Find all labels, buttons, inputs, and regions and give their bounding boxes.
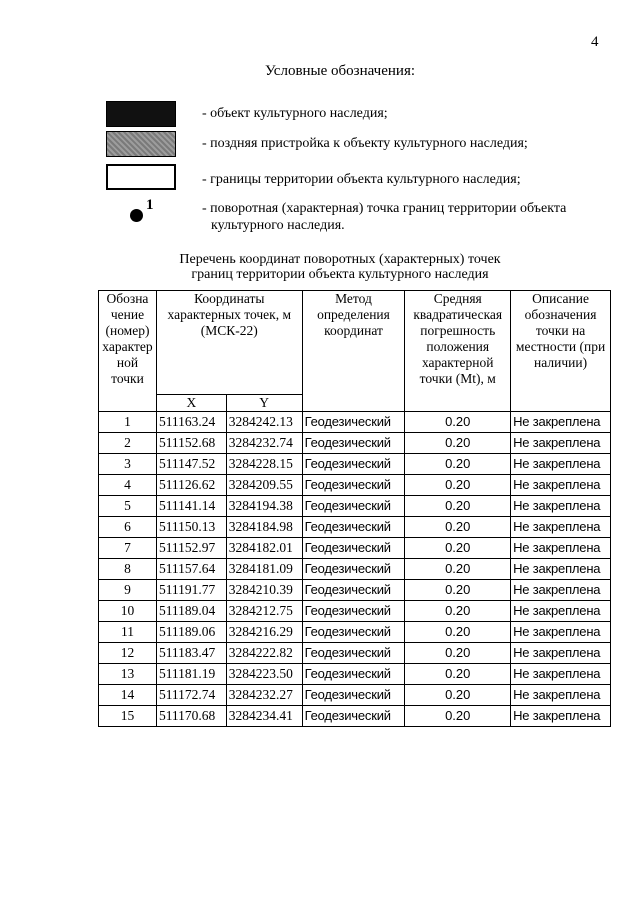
- cell-x: 511152.97: [156, 538, 226, 559]
- cell-accuracy: 0.20: [405, 475, 511, 496]
- header-method: Метод определения координат: [302, 291, 405, 412]
- table-row: [99, 622, 611, 643]
- cell-y: 3284181.09: [226, 559, 302, 580]
- cell-method: Геодезический: [302, 496, 405, 517]
- cell-point-number: 14: [99, 685, 157, 706]
- cell-point-number: 15: [99, 706, 157, 727]
- legend-item-text: - поздняя пристройка к объекту культурного наследия;: [202, 136, 528, 151]
- table-row: [99, 601, 611, 622]
- cell-x: 511170.68: [156, 706, 226, 727]
- cell-method: Геодезический: [302, 643, 405, 664]
- point-marker-label: 1: [146, 197, 154, 213]
- cell-accuracy: 0.20: [405, 433, 511, 454]
- cell-x: 511157.64: [156, 559, 226, 580]
- cell-point-number: 13: [99, 664, 157, 685]
- legend-item-text: - объект культурного наследия;: [202, 106, 388, 121]
- cell-x: 511126.62: [156, 475, 226, 496]
- table-row: [99, 412, 611, 433]
- table-row: [99, 664, 611, 685]
- header-description: Описание обозначения точки на местности (при наличии): [511, 291, 611, 412]
- outline-swatch-icon: [106, 164, 176, 190]
- cell-description: Не закреплена: [511, 412, 611, 433]
- cell-method: Геодезический: [302, 664, 405, 685]
- cell-y: 3284194.38: [226, 496, 302, 517]
- cell-accuracy: 0.20: [405, 517, 511, 538]
- cell-method: Геодезический: [302, 622, 405, 643]
- cell-description: Не закреплена: [511, 706, 611, 727]
- cell-method: Геодезический: [302, 580, 405, 601]
- table-row: [99, 538, 611, 559]
- table-row: [99, 433, 611, 454]
- cell-y: 3284216.29: [226, 622, 302, 643]
- cell-method: Геодезический: [302, 685, 405, 706]
- table-row: [99, 685, 611, 706]
- page-number: 4: [591, 34, 599, 50]
- cell-y: 3284232.74: [226, 433, 302, 454]
- cell-y: 3284222.82: [226, 643, 302, 664]
- cell-description: Не закреплена: [511, 622, 611, 643]
- table-row: [99, 559, 611, 580]
- cell-y: 3284234.41: [226, 706, 302, 727]
- cell-x: 511147.52: [156, 454, 226, 475]
- cell-x: 511150.13: [156, 517, 226, 538]
- cell-y: 3284210.39: [226, 580, 302, 601]
- header-accuracy: Средняя квадратическая погрешность положения характерной точки (Mt), м: [405, 291, 511, 412]
- list-title-line2: границ территории объекта культурного наследия: [191, 267, 489, 282]
- cell-x: 511191.77: [156, 580, 226, 601]
- cell-method: Геодезический: [302, 433, 405, 454]
- header-y: Y: [226, 395, 302, 412]
- cell-y: 3284228.15: [226, 454, 302, 475]
- cell-point-number: 1: [99, 412, 157, 433]
- cell-x: 511189.06: [156, 622, 226, 643]
- cell-accuracy: 0.20: [405, 538, 511, 559]
- cell-x: 511189.04: [156, 601, 226, 622]
- cell-point-number: 3: [99, 454, 157, 475]
- cell-x: 511172.74: [156, 685, 226, 706]
- cell-description: Не закреплена: [511, 433, 611, 454]
- cell-accuracy: 0.20: [405, 643, 511, 664]
- cell-accuracy: 0.20: [405, 706, 511, 727]
- table-row: [99, 706, 611, 727]
- cell-description: Не закреплена: [511, 580, 611, 601]
- cell-point-number: 12: [99, 643, 157, 664]
- cell-description: Не закреплена: [511, 538, 611, 559]
- cell-point-number: 2: [99, 433, 157, 454]
- cell-method: Геодезический: [302, 475, 405, 496]
- table-row: [99, 475, 611, 496]
- cell-description: Не закреплена: [511, 496, 611, 517]
- black-swatch-icon: [106, 101, 176, 127]
- cell-accuracy: 0.20: [405, 454, 511, 475]
- legend-item-text-line1: - поворотная (характерная) точка границ территории объекта: [202, 201, 567, 216]
- cell-description: Не закреплена: [511, 685, 611, 706]
- table-row: [99, 496, 611, 517]
- cell-accuracy: 0.20: [405, 559, 511, 580]
- legend-item-text-line2: культурного наследия.: [211, 218, 345, 233]
- cell-point-number: 6: [99, 517, 157, 538]
- gray-hatched-swatch-icon: [106, 131, 176, 157]
- cell-x: 511163.24: [156, 412, 226, 433]
- cell-method: Геодезический: [302, 559, 405, 580]
- cell-point-number: 11: [99, 622, 157, 643]
- cell-y: 3284182.01: [226, 538, 302, 559]
- cell-accuracy: 0.20: [405, 412, 511, 433]
- cell-point-number: 4: [99, 475, 157, 496]
- cell-description: Не закреплена: [511, 454, 611, 475]
- cell-y: 3284184.98: [226, 517, 302, 538]
- header-x: X: [156, 395, 226, 412]
- cell-method: Геодезический: [302, 706, 405, 727]
- cell-y: 3284223.50: [226, 664, 302, 685]
- cell-y: 3284209.55: [226, 475, 302, 496]
- list-title-line1: Перечень координат поворотных (характерных) точек: [179, 252, 501, 267]
- point-marker-icon: [130, 209, 143, 222]
- cell-x: 511181.19: [156, 664, 226, 685]
- cell-x: 511152.68: [156, 433, 226, 454]
- cell-point-number: 5: [99, 496, 157, 517]
- cell-point-number: 7: [99, 538, 157, 559]
- cell-x: 511141.14: [156, 496, 226, 517]
- cell-accuracy: 0.20: [405, 601, 511, 622]
- cell-x: 511183.47: [156, 643, 226, 664]
- cell-y: 3284232.27: [226, 685, 302, 706]
- legend-item-text: - границы территории объекта культурного наследия;: [202, 172, 521, 187]
- cell-method: Геодезический: [302, 517, 405, 538]
- cell-description: Не закреплена: [511, 601, 611, 622]
- cell-point-number: 8: [99, 559, 157, 580]
- cell-method: Геодезический: [302, 454, 405, 475]
- cell-accuracy: 0.20: [405, 664, 511, 685]
- table-row: [99, 580, 611, 601]
- cell-accuracy: 0.20: [405, 496, 511, 517]
- cell-description: Не закреплена: [511, 517, 611, 538]
- cell-point-number: 10: [99, 601, 157, 622]
- coordinates-table: [98, 290, 611, 727]
- header-coordinates: Координаты характерных точек, м (МСК-22): [156, 291, 302, 395]
- table-row: [99, 517, 611, 538]
- cell-description: Не закреплена: [511, 643, 611, 664]
- cell-point-number: 9: [99, 580, 157, 601]
- cell-method: Геодезический: [302, 601, 405, 622]
- legend-title: Условные обозначения:: [264, 63, 416, 79]
- legend-item-text: [202, 200, 566, 234]
- cell-accuracy: 0.20: [405, 580, 511, 601]
- cell-description: Не закреплена: [511, 664, 611, 685]
- cell-description: Не закреплена: [511, 475, 611, 496]
- cell-description: Не закреплена: [511, 559, 611, 580]
- coordinates-list-title: [0, 252, 640, 282]
- cell-y: 3284242.13: [226, 412, 302, 433]
- header-point-number: Обозна чение (номер) характер ной точки: [99, 291, 157, 412]
- cell-y: 3284212.75: [226, 601, 302, 622]
- cell-accuracy: 0.20: [405, 622, 511, 643]
- table-row: [99, 454, 611, 475]
- cell-accuracy: 0.20: [405, 685, 511, 706]
- table-row: [99, 643, 611, 664]
- cell-method: Геодезический: [302, 412, 405, 433]
- cell-method: Геодезический: [302, 538, 405, 559]
